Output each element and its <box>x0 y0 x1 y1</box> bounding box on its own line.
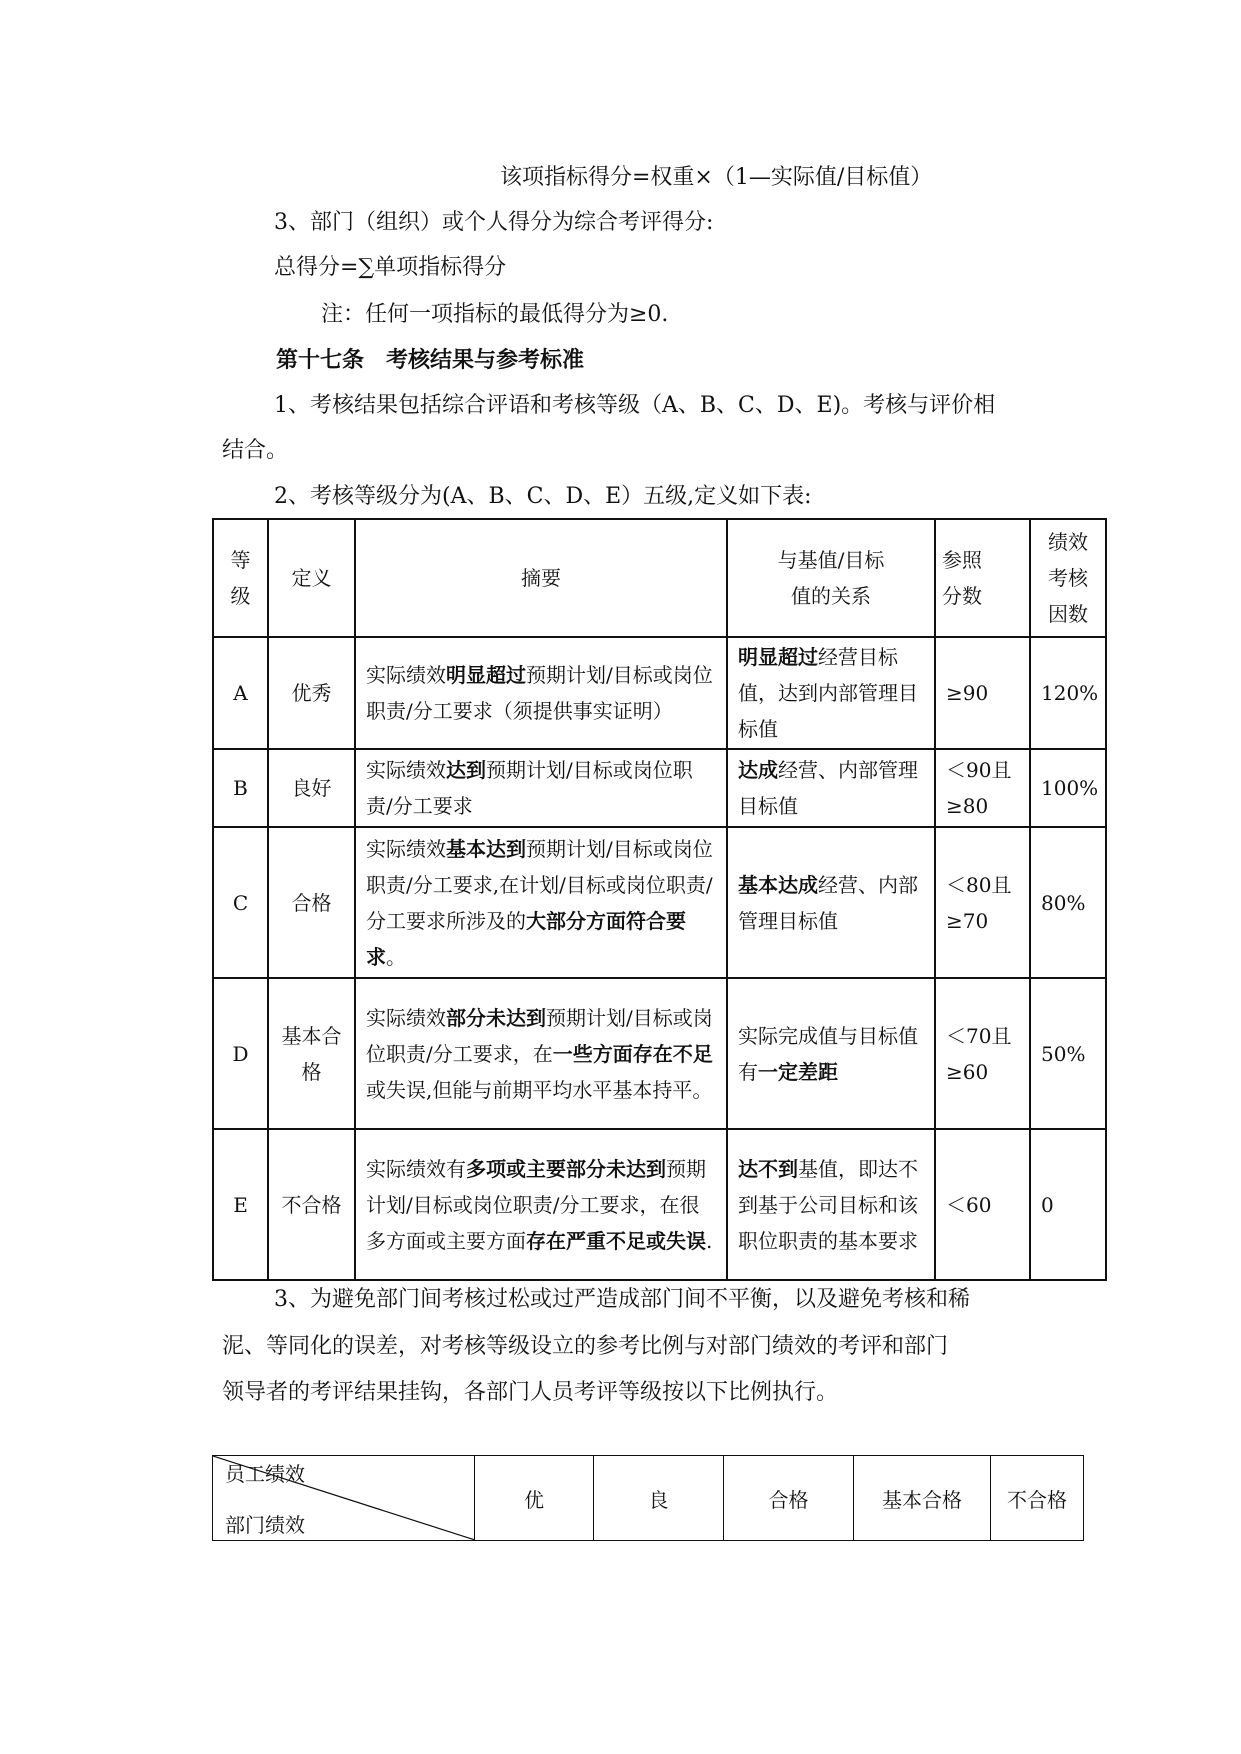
relation-cell: 达成经营、内部管理目标值 <box>727 749 935 827</box>
header-definition: 定义 <box>268 519 355 637</box>
definition-cell: 优秀 <box>268 637 355 749</box>
relation-cell: 实际完成值与目标值有一定差距 <box>727 978 935 1129</box>
table-row <box>213 827 1106 978</box>
grade-cell: A <box>213 637 268 749</box>
summary-cell: 实际绩效明显超过预期计划/目标或岗位职责/分工要求（须提供事实证明） <box>355 637 727 749</box>
relation-cell: 基本达成经营、内部管理目标值 <box>727 827 935 978</box>
score-cell: ＜80且≥70 <box>935 827 1030 978</box>
grade-ratio-table <box>212 1455 1084 1541</box>
para-1-line-1: 1、考核结果包括综合评语和考核等级（A、B、C、D、E)。考核与评价相 <box>274 393 996 418</box>
table-row <box>213 749 1106 827</box>
header-grade: 等 级 <box>213 519 268 637</box>
factor-cell: 100% <box>1030 749 1106 827</box>
header-factor: 绩效 考核 因数 <box>1030 519 1106 637</box>
corner-bottom-label: 部门绩效 <box>225 1513 305 1537</box>
summary-cell: 实际绩效基本达到预期计划/目标或岗位职责/分工要求,在计划/目标或岗位职责/分工要求所涉及的大部分方面符合要求。 <box>355 827 727 978</box>
grade-cell: C <box>213 827 268 978</box>
col-pass: 合格 <box>724 1456 854 1541</box>
corner-top-label: 员工绩效 <box>225 1462 305 1486</box>
header-summary: 摘要 <box>355 519 727 637</box>
para-3-line-1: 3、为避免部门间考核过松或过严造成部门间不平衡，以及避免考核和稀 <box>274 1287 970 1312</box>
summary-cell: 实际绩效部分未达到预期计划/目标或岗位职责/分工要求，在一些方面存在不足或失误,但能与前期平均水平基本持平。 <box>355 978 727 1129</box>
grade-definition-table <box>212 518 1107 1281</box>
factor-cell: 120% <box>1030 637 1106 749</box>
definition-cell: 基本合格 <box>268 978 355 1129</box>
col-basic-pass: 基本合格 <box>854 1456 991 1541</box>
score-cell: ＜60 <box>935 1129 1030 1280</box>
header-relation: 与基值/目标 值的关系 <box>727 519 935 637</box>
note-line: 注：任何一项指标的最低得分为≥0. <box>321 302 669 327</box>
para-2: 2、考核等级分为(A、B、C、D、E）五级,定义如下表: <box>274 484 812 509</box>
diagonal-corner-cell <box>213 1456 475 1541</box>
col-good: 良 <box>594 1456 724 1541</box>
table-header-row <box>213 519 1106 637</box>
para-3-line-3: 领导者的考评结果挂钩，各部门人员考评等级按以下比例执行。 <box>222 1380 839 1405</box>
col-excellent: 优 <box>475 1456 594 1541</box>
col-fail: 不合格 <box>991 1456 1084 1541</box>
definition-cell: 合格 <box>268 827 355 978</box>
item-3: 3、部门（组织）或个人得分为综合考评得分: <box>274 210 714 235</box>
grade-cell: E <box>213 1129 268 1280</box>
header-score: 参照 分数 <box>935 519 1030 637</box>
score-cell: ＜90且≥80 <box>935 749 1030 827</box>
relation-cell: 明显超过经营目标值，达到内部管理目标值 <box>727 637 935 749</box>
score-cell: ≥90 <box>935 637 1030 749</box>
summary-cell: 实际绩效达到预期计划/目标或岗位职责/分工要求 <box>355 749 727 827</box>
formula-line: 该项指标得分=权重×（1—实际值/目标值） <box>500 165 933 190</box>
grade-cell: D <box>213 978 268 1129</box>
factor-cell: 80% <box>1030 827 1106 978</box>
definition-cell: 不合格 <box>268 1129 355 1280</box>
definition-cell: 良好 <box>268 749 355 827</box>
relation-cell: 达不到基值，即达不到基于公司目标和该职位职责的基本要求 <box>727 1129 935 1280</box>
score-cell: ＜70且≥60 <box>935 978 1030 1129</box>
table-row <box>213 637 1106 749</box>
table-row <box>213 1129 1106 1280</box>
factor-cell: 50% <box>1030 978 1106 1129</box>
grade-cell: B <box>213 749 268 827</box>
article-heading: 第十七条 考核结果与参考标准 <box>276 347 585 373</box>
table-row <box>213 978 1106 1129</box>
ratio-header-row <box>213 1456 1084 1541</box>
para-3-line-2: 泥、等同化的误差，对考核等级设立的参考比例与对部门绩效的考评和部门 <box>222 1334 949 1359</box>
summary-cell: 实际绩效有多项或主要部分未达到预期计划/目标或岗位职责/分工要求，在很多方面或主要方面存在严重不足或失误. <box>355 1129 727 1280</box>
factor-cell: 0 <box>1030 1129 1106 1280</box>
total-score-formula: 总得分=∑单项指标得分 <box>274 255 507 280</box>
para-1-line-2: 结合。 <box>222 438 289 463</box>
